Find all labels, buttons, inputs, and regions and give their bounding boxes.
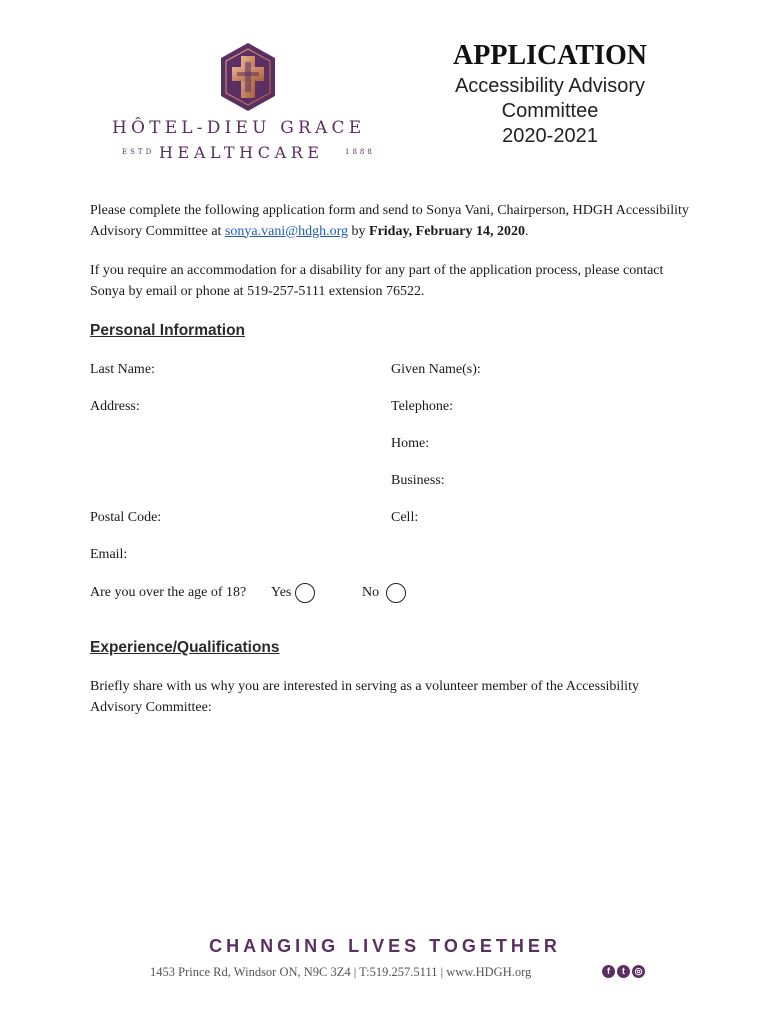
- subtitle-line: Committee: [501, 100, 599, 122]
- yes-label: Yes: [271, 585, 292, 600]
- email-link[interactable]: sonya.vani@hdgh.org: [224, 223, 349, 239]
- hdgh-logo-icon: [219, 42, 277, 112]
- yes-radio[interactable]: [295, 583, 315, 603]
- age-question: Are you over the age of 18?: [90, 585, 247, 600]
- subtitle-line: Accessibility Advisory: [454, 75, 646, 97]
- page-subtitle: [440, 74, 660, 149]
- postal-code-label: Postal Code:: [90, 510, 162, 525]
- brand-subline: [112, 143, 390, 163]
- last-name-label: Last Name:: [90, 362, 155, 377]
- section-heading-experience: Experience/Qualifications: [90, 639, 280, 656]
- home-phone-label: Home:: [391, 436, 430, 451]
- brand-year: 1888: [345, 148, 375, 156]
- instagram-icon[interactable]: ◎: [632, 965, 645, 978]
- cell-phone-label: Cell:: [391, 510, 419, 525]
- address-label: Address:: [90, 399, 140, 414]
- twitter-icon[interactable]: t: [617, 965, 630, 978]
- experience-question: Briefly share with us why you are interested in serving as a volunteer member of the Accessibility Advisory Committee:: [90, 679, 639, 715]
- accommodation-paragraph: If you require an accommodation for a disability for any part of the application process, please contact Sonya by email or phone at 519-257-5111 extension 76522.: [90, 263, 664, 299]
- intro-paragraph: [90, 201, 690, 242]
- given-names-label: Given Name(s):: [391, 362, 481, 377]
- brand-name: HÔTEL-DIEU GRACE: [112, 118, 366, 138]
- footer-tagline: CHANGING LIVES TOGETHER: [209, 936, 561, 956]
- business-phone-label: Business:: [391, 473, 445, 488]
- page-title: APPLICATION: [453, 40, 647, 71]
- facebook-icon[interactable]: f: [602, 965, 615, 978]
- brand-est: ESTD: [122, 148, 155, 156]
- telephone-label: Telephone:: [391, 399, 453, 414]
- no-label: No: [362, 585, 380, 600]
- subtitle-line: 2020-2021: [502, 125, 598, 147]
- brand-healthcare: HEALTHCARE: [159, 143, 324, 162]
- email-label: Email:: [90, 547, 128, 562]
- experience-answer-field[interactable]: [90, 725, 684, 919]
- intro-text: Please complete the following application form and send to Sonya Vani, Chairperson, HDGH Accessibility Advisory Committee at: [90, 203, 689, 239]
- no-radio[interactable]: [386, 583, 406, 603]
- footer-address: 1453 Prince Rd, Windsor ON, N9C 3Z4 | T:519.257.5111 | www.HDGH.org: [150, 965, 532, 979]
- deadline: Friday, February 14, 2020: [369, 223, 525, 239]
- intro-text: .: [524, 223, 529, 239]
- section-heading-personal: Personal Information: [90, 322, 246, 339]
- intro-text: by: [348, 223, 370, 239]
